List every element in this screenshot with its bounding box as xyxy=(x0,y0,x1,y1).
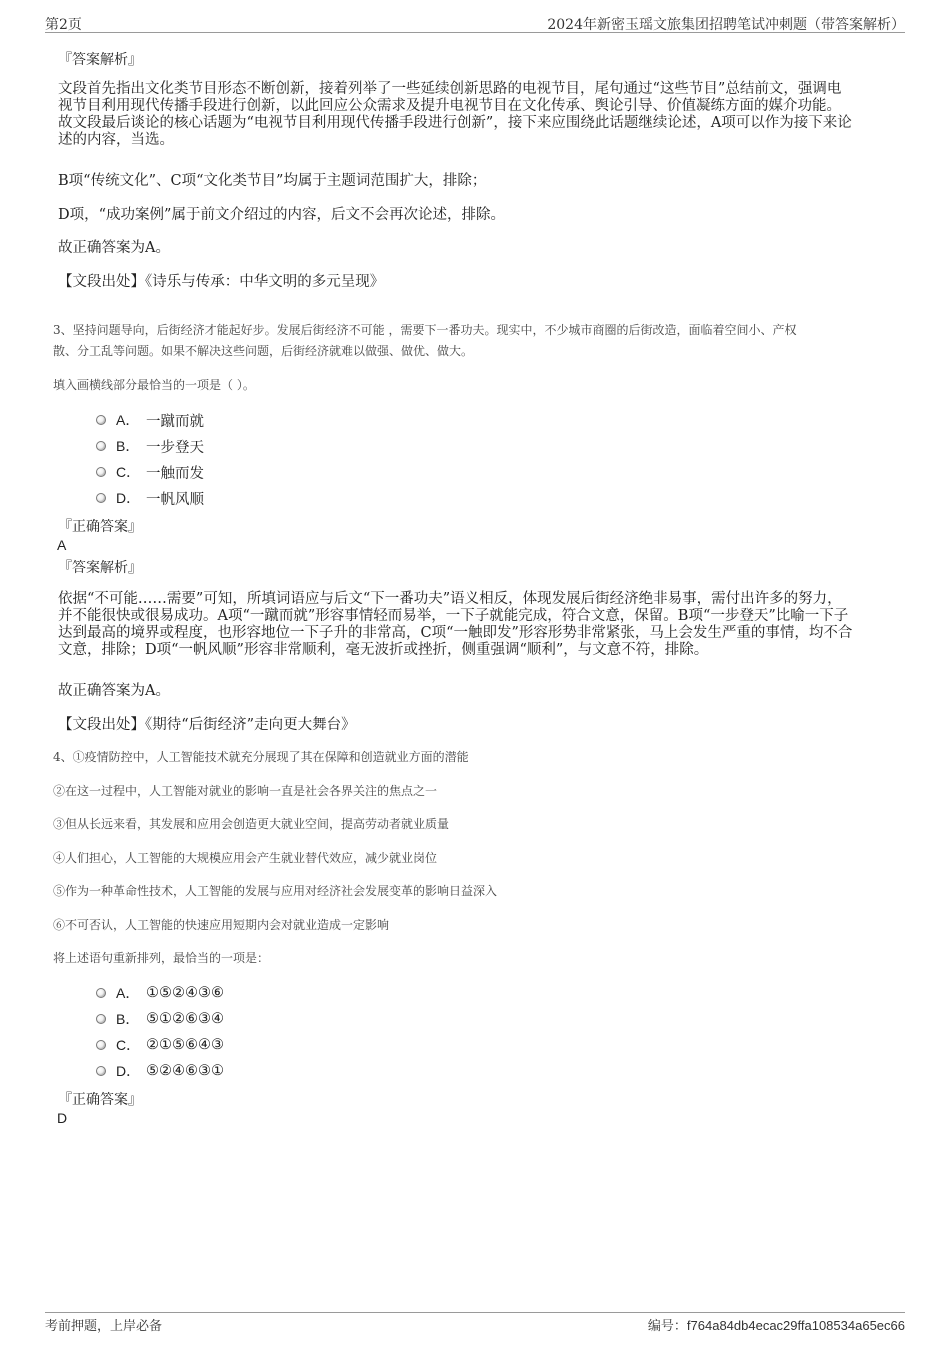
q3-answer-label: 『正确答案』 xyxy=(58,519,142,535)
option-letter: C． xyxy=(116,464,141,480)
q3-analysis-paragraph xyxy=(58,591,896,659)
q4-option-a[interactable] xyxy=(96,983,224,1003)
q2-analysis-label: 『答案解析』 xyxy=(58,52,142,68)
page-number: 第2页 xyxy=(45,17,82,33)
q4-option-b[interactable] xyxy=(96,1009,224,1029)
q4-sentence: ⑤作为一种革命性技术，人工智能的发展与应用对经济社会发展变革的影响日益深入 xyxy=(53,884,498,898)
option-letter: D． xyxy=(116,490,141,506)
q3-option-c[interactable] xyxy=(96,462,204,482)
header-divider xyxy=(45,32,905,33)
q2-analysis-line: 故文段最后谈论的核心话题为“电视节目利用现代传播手段进行创新”，接下来应围绕此话题继续论述，A项可以作为接下来论 xyxy=(58,115,852,131)
footer-divider xyxy=(45,1312,905,1313)
q3-option-d[interactable] xyxy=(96,488,204,508)
q3-source: 【文段出处】《期待“后街经济”走向更大舞台》 xyxy=(58,717,356,733)
option-letter: A． xyxy=(116,412,140,428)
option-text: 一步登天 xyxy=(146,439,204,456)
radio-icon[interactable] xyxy=(96,1040,106,1050)
document-title: 2024年新密玉瑶文旅集团招聘笔试冲刺题（带答案解析） xyxy=(547,17,905,33)
radio-icon[interactable] xyxy=(96,1014,106,1024)
option-text: 一触而发 xyxy=(146,465,204,482)
q3-analysis-line: 达到最高的境界或程度，也形容地位一下子升的非常高，C项“一触即发”形容形势非常紧张，马上会发生严重的事情，均不合 xyxy=(58,625,853,641)
footer-slogan: 考前押题，上岸必备 xyxy=(45,1319,163,1334)
q2-analysis-line: 述的内容，当选。 xyxy=(58,132,174,148)
q3-prompt: 填入画横线部分最恰当的一项是（ ）。 xyxy=(53,378,255,392)
radio-icon[interactable] xyxy=(96,988,106,998)
option-text: ①⑤②④③⑥ xyxy=(146,985,224,1001)
q3-answer: A xyxy=(57,537,67,553)
option-text: ②①⑤⑥④③ xyxy=(146,1037,224,1053)
option-letter: C． xyxy=(116,1037,141,1053)
q2-analysis-paragraph xyxy=(58,81,896,149)
q3-option-a[interactable] xyxy=(96,410,204,430)
option-letter: D． xyxy=(116,1063,141,1079)
q4-sentence: ⑥不可否认，人工智能的快速应用短期内会对就业造成一定影响 xyxy=(53,918,390,932)
q3-analysis-line: 文意，排除；D项“一帆风顺”形容非常顺利，毫无波折或挫折，侧重强调“顺利”，与文意不符，排除。 xyxy=(58,642,709,658)
option-text: ⑤②④⑥③① xyxy=(146,1063,224,1079)
radio-icon[interactable] xyxy=(96,441,106,451)
q4-answer: D xyxy=(57,1110,68,1126)
q3-option-b[interactable] xyxy=(96,436,204,456)
option-text: 一蹴而就 xyxy=(146,413,204,430)
q4-sentence: ③但从长远来看，其发展和应用会创造更大就业空间，提高劳动者就业质量 xyxy=(53,817,450,831)
option-letter: A． xyxy=(116,985,140,1001)
q2-conclusion: 故正确答案为A。 xyxy=(58,240,170,256)
q4-sentence: ④人们担心，人工智能的大规模应用会产生就业替代效应，减少就业岗位 xyxy=(53,851,438,865)
q2-analysis-line: 视节目利用现代传播手段进行创新，以此回应公众需求及提升电视节目在文化传承、舆论引导、价值凝练方面的媒介功能。 xyxy=(58,98,841,114)
option-letter: B． xyxy=(116,438,140,454)
radio-icon[interactable] xyxy=(96,493,106,503)
q4-prompt: 将上述语句重新排列，最恰当的一项是： xyxy=(53,951,270,965)
radio-icon[interactable] xyxy=(96,467,106,477)
q2-analysis-d: D项，“成功案例”属于前文介绍过的内容，后文不会再次论述，排除。 xyxy=(58,207,505,223)
q2-analysis-line: 文段首先指出文化类节目形态不断创新，接着列举了一些延续创新思路的电视节目，尾句通过“这些节目”总结前文，强调电 xyxy=(58,81,842,97)
q3-stem xyxy=(53,320,898,362)
option-text: 一帆风顺 xyxy=(146,491,204,508)
q3-analysis-line: 并不能很快或很易成功。A项“一蹴而就”形容事情轻而易举，一下子就能完成，符合文意，保留。B项“一步登天”比喻一下子 xyxy=(58,608,849,624)
document-id: 编号：f764a84db4ecac29ffa108534a65ec66 xyxy=(647,1318,905,1333)
q3-stem-line: 散、分工乱等问题。如果不解决这些问题，后街经济就难以做强、做优、做大。 xyxy=(53,344,474,358)
q3-analysis-label: 『答案解析』 xyxy=(58,560,142,576)
q2-analysis-bc: B项“传统文化”、C项“文化类节目”均属于主题词范围扩大，排除； xyxy=(58,173,487,189)
radio-icon[interactable] xyxy=(96,1066,106,1076)
radio-icon[interactable] xyxy=(96,415,106,425)
q3-analysis-line: 依据“不可能……需要”可知，所填词语应与后文“下一番功夫”语义相反，体现发展后街经济绝非易事，需付出许多的努力， xyxy=(58,591,842,607)
q3-stem-line: 3、坚持问题导向，后街经济才能起好步。发展后街经济不可能 ，需要下一番功夫。现实中，不少城市商圈的后街改造，面临着空间小、产权 xyxy=(53,323,797,337)
q4-option-d[interactable] xyxy=(96,1061,224,1081)
q2-source: 【文段出处】《诗乐与传承：中华文明的多元呈现》 xyxy=(58,274,385,290)
option-letter: B． xyxy=(116,1011,140,1027)
q3-conclusion: 故正确答案为A。 xyxy=(58,683,170,699)
q4-sentence: ②在这一过程中，人工智能对就业的影响一直是社会各界关注的焦点之一 xyxy=(53,784,438,798)
q4-answer-label: 『正确答案』 xyxy=(58,1092,142,1108)
q4-option-c[interactable] xyxy=(96,1035,224,1055)
q4-sentence: 4、①疫情防控中，人工智能技术就充分展现了其在保障和创造就业方面的潜能 xyxy=(53,750,469,764)
option-text: ⑤①②⑥③④ xyxy=(146,1011,224,1027)
